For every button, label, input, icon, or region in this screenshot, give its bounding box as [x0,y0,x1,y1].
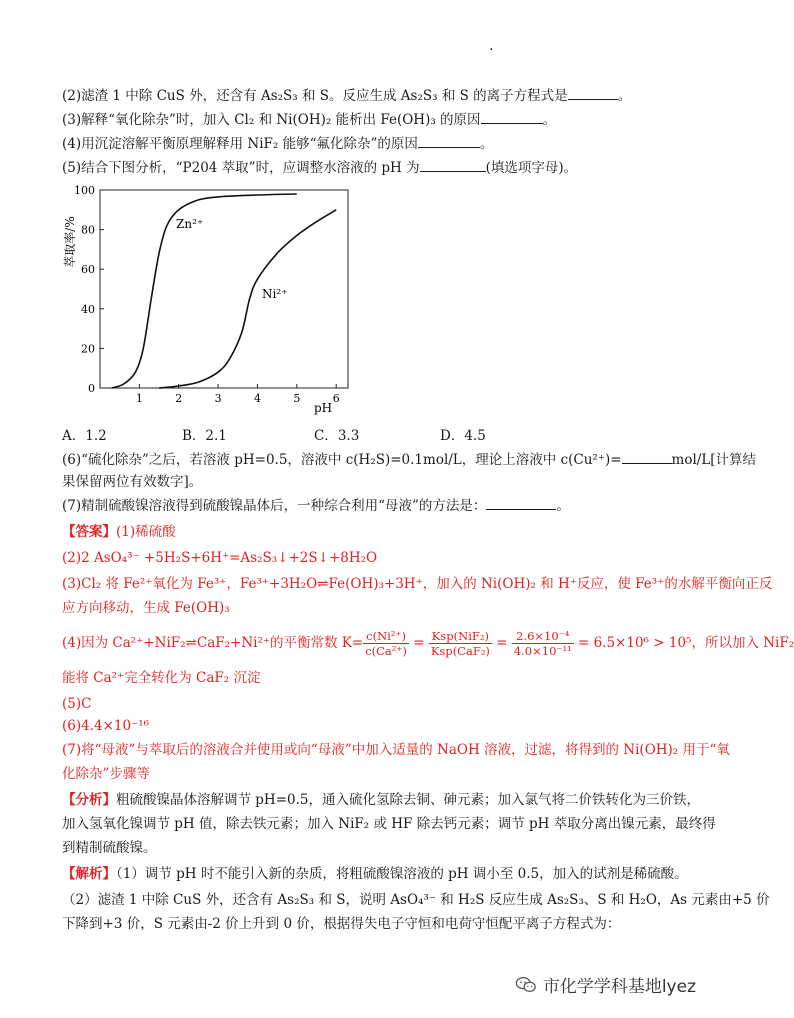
question-7-end: 。 [556,498,570,514]
footer-watermark [515,972,696,997]
x-tick-label: 5 [293,392,301,405]
analysis-text: 粗硫酸镍晶体溶解调节 pH=0.5，通入硫化氢除去铜、砷元素；加入氯气将二价铁转化为三价铁， [116,792,700,808]
answer-1-text: (1)稀硫酸 [116,524,176,540]
answer-blank [568,86,618,100]
answer-blank [481,110,543,124]
question-7 [62,496,570,516]
plot-frame [100,190,348,388]
analysis-line3: 到精制硫酸镍。 [62,840,157,856]
option-letter: D． [440,428,465,444]
question-3-text: (3)解释“氧化除杂”时，加入 Cl₂ 和 Ni(OH)₂ 能析出 Fe(OH)₃ 的原因 [62,112,481,128]
question-5 [62,158,577,178]
x-tick-label: 4 [253,392,261,405]
answer-4-prefix: (4)因为 Ca²⁺+NiF₂⇌CaF₂+Ni²⁺的平衡常数 K= [62,635,364,651]
page-mark: . [489,38,494,54]
extraction-chart [60,180,380,416]
x-tick-label: 1 [135,392,143,405]
answer-2: (2)2 AsO₄³⁻ +5H₂S+6H⁺=As₂S₃↓+2S↓+8H₂O [62,550,378,566]
answer-blank [486,496,556,510]
question-6-text: (6)“硫化除杂”之后，若溶液 pH=0.5，溶液中 c(H₂S)=0.1mol/L，理论上溶液中 c(Cu²⁺)= [62,452,622,468]
option-value: 4.5 [464,428,486,444]
series-label-ni: Ni²⁺ [262,287,288,301]
question-2-text: (2)滤渣 1 中除 CuS 外，还含有 As₂S₃ 和 S。反应生成 As₂S₃ 和 S 的离子方程式是 [62,88,568,104]
wechat-icon [515,974,537,996]
fraction-numerator: c(Ni²⁺) [363,629,409,644]
x-tick-label: 2 [175,392,183,405]
fraction-values [512,629,574,658]
y-axis-label: 萃取率/% [63,216,77,268]
option-letter: B． [182,428,206,444]
answer-4: (4)因为 Ca²⁺+NiF₂⇌CaF₂+Ni²⁺的平衡常数 K= $\frac{\text{c(Ni²⁺)}}{\text{c(Ca²⁺)}}$ = $\frac{\text{Ksp(NiF₂)}}{\text{Ksp(CaF₂)}}$ = $\frac{\text{2.6×10⁻⁴}}{\text{4.0×10⁻¹¹}}$ = 6.5×10⁶ > 10⁵，所以加入 NiF₂ [62,629,794,658]
y-tick-label: 80 [81,223,95,237]
answer-7-line2: 化除杂”步骤等 [62,766,150,782]
question-7-text: (7)精制硫酸镍溶液得到硫酸镍晶体后，一种综合利用“母液”的方法是： [62,498,487,514]
question-2-end: 。 [617,88,632,104]
question-4-text: (4)用沉淀溶解平衡原理解释用 NiF₂ 能够“氟化除杂”的原因 [62,136,418,152]
question-4-end: 。 [479,136,494,152]
y-tick-label: 100 [74,184,95,197]
option-b[interactable] [182,424,227,444]
fraction-ksp [429,629,492,658]
answer-label: 【答案】 [62,524,116,540]
option-a[interactable] [62,424,107,444]
y-tick-label: 60 [81,263,95,277]
question-6-unit: mol/L[计算结 [671,452,757,468]
question-2 [62,86,631,106]
fraction-concentration [363,629,409,658]
x-tick-label: 3 [214,392,222,405]
explanation-line1 [62,864,688,884]
fraction-numerator: 2.6×10⁻⁴ [512,629,574,644]
option-c[interactable] [314,424,359,444]
analysis-label: 【分析】 [62,792,116,808]
question-5-end: (填选项字母)。 [485,160,578,176]
answer-4-suffix: ，所以加入 NiF₂ [691,635,794,651]
option-letter: A． [62,428,86,444]
footer-text: 市化学学科基地lyez [542,977,696,997]
question-6-cont: 果保留两位有效数字]。 [62,474,203,490]
x-axis-label: pH [314,401,333,415]
explanation-text: （1）调节 pH 时不能引入新的杂质，将粗硫酸镍溶液的 pH 调小至 0.5，加入的试剂是稀硫酸。 [116,866,688,882]
answer-3-line2: 应方向移动，生成 Fe(OH)₃ [62,600,230,616]
explanation-label: 【解析】 [62,866,116,882]
fraction-denominator: 4.0×10⁻¹¹ [513,644,572,658]
answer-blank [418,134,480,148]
fraction-denominator: Ksp(CaF₂) [430,644,490,658]
y-tick-label: 40 [81,302,95,316]
analysis-line1 [62,790,700,810]
option-value: 1.2 [85,428,107,444]
answer-7-line1: (7)将“母液”与萃取后的溶液合并使用或向“母液”中加入适量的 NaOH 溶液，过滤，将得到的 Ni(OH)₂ 用于“氧 [62,742,730,758]
answer-5: (5)C [62,696,92,712]
y-tick-label: 0 [88,382,95,395]
answer-blank [622,450,672,464]
answer-4-result: = 6.5×10⁶ > 10⁵ [577,635,692,651]
question-5-text: (5)结合下图分析，“P204 萃取”时，应调整水溶液的 pH 为 [62,160,420,176]
x-tick-label: 6 [332,392,340,405]
answer-4-line2: 能将 Ca²⁺完全转化为 CaF₂ 沉淀 [62,670,261,686]
fraction-numerator: Ksp(NiF₂) [429,629,492,644]
answer-6: (6)4.4×10⁻¹⁶ [62,718,150,734]
question-3-end: 。 [542,112,557,128]
explanation-line2: （2）滤渣 1 中除 CuS 外，还含有 As₂S₃ 和 S，说明 AsO₄³⁻ 和 H₂S 反应生成 As₂S₃、S 和 H₂O，As 元素由+5 价 [62,892,770,908]
y-tick-label: 20 [81,342,95,356]
answer-blank [420,158,486,172]
answer-3-line1: (3)Cl₂ 将 Fe²⁺氧化为 Fe³⁺，Fe³⁺+3H₂O⇌Fe(OH)₃+3H⁺，加入的 Ni(OH)₂ 和 H⁺反应，使 Fe³⁺的水解平衡向正反 [62,576,773,592]
explanation-line3: 下降到+3 价，S 元素由-2 价上升到 0 价，根据得失电子守恒和电荷守恒配平离子方程式为： [62,916,621,932]
answer-1 [62,522,176,542]
option-letter: C． [314,428,338,444]
option-value: 2.1 [205,428,227,444]
series-line-ni [159,210,336,388]
question-6 [62,450,756,470]
analysis-line2: 加入氢氧化镍调节 pH 值，除去铁元素；加入 NiF₂ 或 HF 除去钙元素；调节 pH 萃取分离出镍元素，最终得 [62,816,716,832]
question-3 [62,110,556,130]
series-label-zn: Zn²⁺ [176,217,204,231]
option-value: 3.3 [337,428,360,444]
question-4 [62,134,493,154]
option-d[interactable] [440,424,486,444]
fraction-denominator: c(Ca²⁺) [365,644,407,658]
